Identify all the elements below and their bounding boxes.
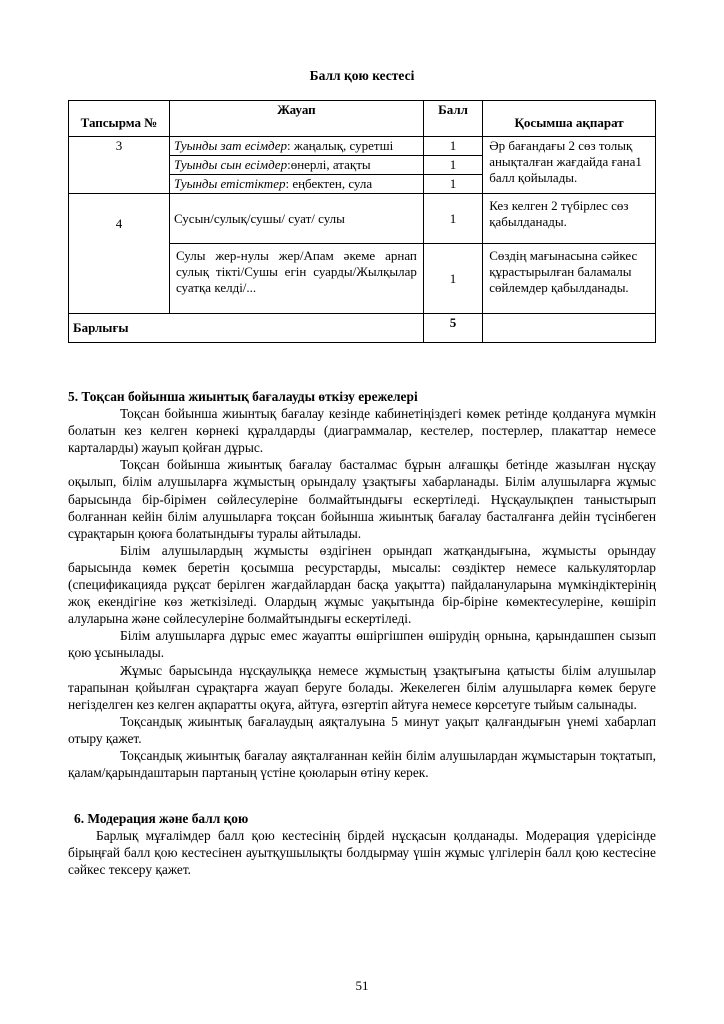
total-extra-empty	[483, 314, 656, 343]
scoring-table	[68, 100, 656, 343]
answer-words: : жаңалық, суретші	[287, 138, 394, 153]
total-value: 5	[423, 314, 482, 343]
paragraph: Тоқсандық жиынтық бағалау аяқталғаннан кейін білім алушылардан жұмыстарын тоқтатып, қалам/қарындаштарын партаның үстіне қоюларын өтіну керек.	[68, 747, 656, 781]
answer-term: Туынды етістіктер	[173, 176, 286, 191]
table-header-row	[69, 101, 656, 137]
table-row	[69, 194, 656, 244]
score-cell: 1	[423, 194, 482, 244]
paragraph: Тоқсан бойынша жиынтық бағалау басталмас бұрын алғашқы бетінде жазылған нұсқау оқылып, білім алушыларға жұмыстың орындалу ұзақтығы хабарланады. Білім алушыларға жұмыс барысында бір-бірімен сөйлесулеріне болмайтындығы ескертіледі. Нұсқаулықпен таныстырып болғаннан кейін білім алушыларға тоқсан бойынша жиынтық бағалау басталғанға дейін түсінбеген сұрақтарын қоюға болатындығы туралы айтылады.	[68, 457, 656, 541]
score-cell: 1	[423, 137, 482, 156]
answer-words: : еңбектен, сула	[285, 176, 373, 191]
table-total-row	[69, 314, 656, 343]
paragraph: Білім алушылардың жұмысты өздігінен орындап жатқандығына, жұмысты орындау барысында көмек беретін қосымша ресурстарды, мысалы: сөздіктер немесе калькуляторлар (спецификацияда рұқсат берілген жағдайлардан басқа уақытта) пайдалануларына мүмкіндіктерінің жоқ екендігіне көз жеткізіледі. Олардың жұмыс уақытында бір-біріне көмектесулеріне, көшіріп алуларына және сөйлесулеріне болмайтындығы ескертіледі.	[68, 542, 656, 627]
answer-cell	[169, 156, 423, 175]
paragraph: Білім алушыларға дұрыс емес жауапты өшіргішпен өшірудің орнына, қарындашпен сызып қою ұсынылады.	[68, 628, 656, 661]
answer-cell: Сулы жер-нулы жер/Апам әкеме арнап сулық тікті/Сушы егін суарды/Жылқылар суатқа келді/...	[169, 244, 423, 314]
section-5-heading: 5. Тоқсан бойынша жиынтық бағалауды өткізу ережелері	[68, 389, 418, 404]
section-5	[68, 388, 656, 781]
score-cell: 1	[423, 244, 482, 314]
extra-info-cell: Әр бағандағы 2 сөз толық анықталған жағдайда ғана1 балл қойылады.	[483, 137, 656, 194]
answer-cell: Сусын/сулық/сушы/ суат/ сулы	[169, 194, 423, 244]
page-number: 51	[355, 978, 369, 993]
paragraph: Барлық мұғалімдер балл қою кестесінің бірдей нұсқасын қолданады. Модерация үдерісінде бірыңғай балл қою кестесінен ауытқушылықты болдырмау үшін жұмыс үлгілерін балл қою кестесіне сәйкес тексеру қажет.	[68, 828, 656, 878]
header-score: Балл	[423, 101, 482, 137]
paragraph: Тоқсандық жиынтық бағалаудың аяқталуына 5 минут уақыт қалғандығын үнемі хабарлап отыру қажет.	[68, 713, 656, 746]
answer-term: Туынды зат есімдер	[173, 138, 288, 153]
answer-cell	[169, 137, 423, 156]
score-cell: 1	[423, 175, 482, 194]
answer-cell	[169, 175, 423, 194]
header-task: Тапсырма №	[69, 101, 170, 137]
extra-info-cell: Сөздің мағынасына сәйкес құрастырылған баламалы сөйлемдер қабылданады.	[483, 244, 656, 314]
extra-info-cell: Кез келген 2 түбірлес сөз қабылданады.	[483, 194, 656, 244]
answer-term: Туынды сын есімдер	[173, 157, 288, 172]
answer-words: :өнерлі, атақты	[287, 157, 371, 172]
header-answer: Жауап	[169, 101, 423, 137]
header-extra-info: Қосымша ақпарат	[483, 101, 656, 137]
total-label: Барлығы	[69, 314, 424, 343]
section-6-heading: 6. Модерация және балл қою	[74, 811, 249, 826]
page-title: Балл қою кестесі	[309, 68, 415, 83]
task-number: 4	[69, 194, 170, 314]
paragraph: Тоқсан бойынша жиынтық бағалау кезінде кабинетіңіздегі көмек ретінде қолдануға мүмкін болатын кез келген көрнекі құралдарды (диаграммалар, кестелер, постерлер, плакаттар немесе карталарды) жауып қойған дұрыс.	[68, 406, 656, 456]
score-cell: 1	[423, 156, 482, 175]
table-row	[69, 137, 656, 156]
task-number: 3	[69, 137, 170, 194]
paragraph: Жұмыс барысында нұсқаулыққа немесе жұмыстың ұзақтығына қатысты білім алушылар тарапынан қойылған сұрақтарға жауап беруге болады. Жекелеген білім алушыларға көмек беруге негізделген кез келген ақпаратты оқуға, айтуға, өзгертіп айтуға немесе көрсетуге тыйым салынады.	[68, 662, 656, 712]
section-6	[68, 810, 656, 878]
